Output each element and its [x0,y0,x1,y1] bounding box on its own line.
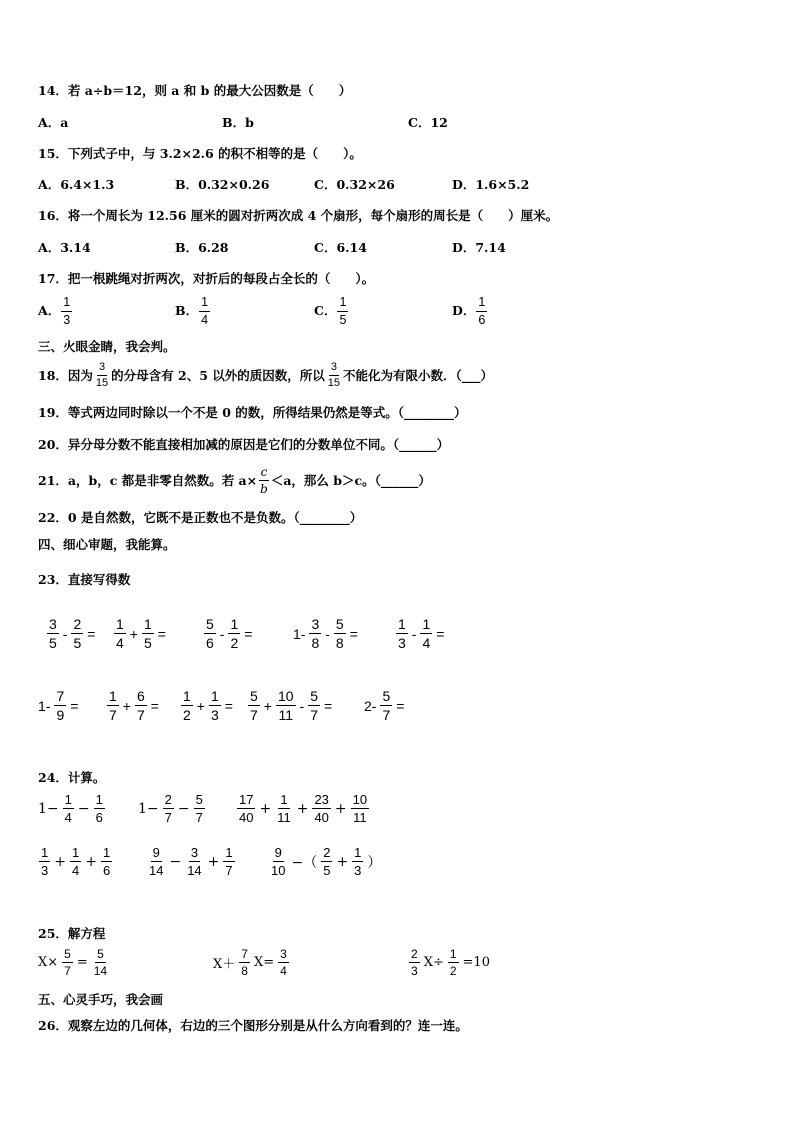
q24-expression [236,793,370,824]
fraction: $\frac{1}{7}$ [109,688,117,723]
q18-fraction: $\frac{3}{15}$ [95,361,109,389]
fraction: $\frac{2}{5}$ [73,616,82,651]
q23-expression [203,617,252,650]
q17-a-fraction: $\frac{1}{3}$ [63,295,71,327]
fraction: $\frac{9}{14}$ [149,845,164,878]
question-22: 22．0 是自然数，它既不是正数也不是负数。（________） [38,510,363,525]
operator: + [296,800,309,817]
q15-option-c: C．0.32×26 [314,177,395,192]
fraction: $\frac{10}{11}$ [352,792,368,825]
q23-expression [180,689,233,722]
fraction: $\frac{1}{2}$ [183,688,191,723]
section-3-heading: 三、火眼金睛，我会判。 [38,339,176,354]
q18-fraction-2: $\frac{3}{15}$ [327,361,341,389]
fraction: $\frac{10}{11}$ [277,688,294,723]
operator: - [299,697,305,714]
fraction: $\frac{7}{8}$ [241,947,248,978]
operator: + [207,853,220,870]
operator: - [219,625,225,642]
fraction: $\frac{1}{3}$ [398,616,406,651]
q14-option-b: B．b [222,115,254,130]
operator: X× [38,955,59,970]
operator: − [177,800,190,817]
operator: + [54,853,66,870]
q24-expression [268,846,381,877]
fraction: $\frac{1}{6}$ [102,845,111,878]
operator: + [129,625,138,642]
q17-d-fraction: $\frac{1}{6}$ [478,295,486,327]
operator: = [70,697,79,714]
fraction: $\frac{5}{14}$ [93,947,108,978]
fraction: $\frac{1}{3}$ [41,845,49,878]
operator: = [324,697,333,714]
fraction: $\frac{3}{8}$ [311,616,320,651]
q25-equation [38,948,110,977]
q17-option-b: B． $\frac{1}{4}$ [175,295,209,327]
q16-option-c: C．6.14 [314,240,367,255]
fraction: $\frac{3}{5}$ [49,616,57,651]
fraction: $\frac{1}{2}$ [449,947,457,978]
operator: 1- [293,625,306,642]
operator: + [196,697,205,714]
question-26: 26．观察左边的几何体，右边的三个图形分别是从什么方向看到的？连一连。 [38,1018,468,1033]
section-5-heading: 五、心灵手巧，我会画 [38,992,164,1007]
operator: = [349,625,358,642]
operator: + [334,800,347,817]
operator: + [336,853,349,870]
fraction: $\frac{5}{7}$ [195,792,203,825]
q24-expression [38,846,113,877]
operator: = [150,697,159,714]
operator: = [76,955,88,970]
operator: − [77,800,90,817]
fraction: $\frac{1}{7}$ [225,845,233,878]
operator: =10 [462,955,490,970]
fraction: $\frac{1}{5}$ [143,616,152,651]
operator: X= [253,955,275,970]
operator: 1− [38,800,59,817]
q17-b-fraction: $\frac{1}{4}$ [201,295,209,327]
operator: - [62,625,68,642]
q17-option-d: D． $\frac{1}{6}$ [452,295,486,327]
operator: = [157,625,166,642]
q23-expression [38,689,78,722]
q23-expression [395,617,444,650]
q23-expression [46,617,95,650]
fraction: $\frac{1}{2}$ [230,616,239,651]
q17-c-fraction: $\frac{1}{5}$ [339,295,347,327]
question-21: 21．a，b，c 都是非零自然数。若 a× $\frac{c}{b}$ ＜a，那么 b＞c。（______） [38,465,431,496]
q25-equation [408,948,490,977]
fraction: $\frac{7}{9}$ [56,688,65,723]
q24-expression [38,793,106,824]
fraction: $\frac{2}{5}$ [323,845,331,878]
operator: 2- [364,697,377,714]
q23-expression [247,689,332,722]
q25-equation [213,948,290,977]
fraction: $\frac{6}{7}$ [136,688,145,723]
question-23: 23．直接写得数 [38,572,131,587]
fraction: $\frac{3}{4}$ [280,947,287,978]
question-18: 18．因为 $\frac{3}{15}$ 的分母含有 2、5 以外的质因数，所以 $\frac{3}{15}$ 不能化为有限小数．（___） [38,361,494,389]
operator: = [436,625,445,642]
operator: - [411,625,417,642]
q23-expression [113,617,166,650]
q15-option-b: B．0.32×0.26 [175,177,270,192]
q15-option-a: A．6.4×1.3 [38,177,115,192]
operator: = [244,625,253,642]
q21-fraction: $\frac{c}{b}$ [260,465,268,496]
q14-option-a: A．a [38,115,69,130]
q16-option-d: D．7.14 [452,240,506,255]
operator: − [169,853,182,870]
q17-option-c: C． $\frac{1}{5}$ [314,295,347,327]
operator: X÷ [423,955,444,970]
operator: + [263,697,272,714]
q24-expression [138,793,206,824]
operator: ） [367,854,382,871]
operator: = [396,697,405,714]
question-16: 16．将一个周长为 12.56 厘米的圆对折两次成 4 个扇形，每个扇形的周长是（ ）厘米。 [38,208,559,223]
question-17: 17．把一根跳绳对折两次，对折后的每段占全长的（ ）。 [38,271,375,286]
fraction: $\frac{1}{4}$ [71,845,80,878]
operator: = [224,697,233,714]
question-14: 14．若 a÷b＝12，则 a 和 b 的最大公因数是（ ） [38,83,352,98]
operator: 1- [38,697,51,714]
q15-option-d: D．1.6×5.2 [452,177,530,192]
q16-option-a: A．3.14 [38,240,91,255]
fraction: $\frac{2}{7}$ [164,792,172,825]
fraction: $\frac{3}{14}$ [187,845,202,878]
operator: + [85,853,97,870]
fraction: $\frac{1}{4}$ [64,792,72,825]
fraction: $\frac{1}{3}$ [354,845,362,878]
q16-option-b: B．6.28 [175,240,229,255]
operator: −（ [291,854,318,871]
question-20: 20．异分母分数不能直接相加减的原因是它们的分数单位不同。（______） [38,437,450,452]
q14-option-c: C．12 [408,115,448,130]
question-15: 15．下列式子中，与 3.2×2.6 的积不相等的是（ ）。 [38,146,362,161]
fraction: $\frac{1}{4}$ [422,616,431,651]
operator: - [325,625,330,642]
fraction: $\frac{5}{7}$ [64,947,71,978]
question-25: 25．解方程 [38,926,106,941]
question-24: 24．计算。 [38,770,106,785]
q17-option-a: A． $\frac{1}{3}$ [38,295,71,327]
fraction: $\frac{1}{11}$ [277,792,291,825]
fraction: $\frac{5}{7}$ [250,688,258,723]
fraction: $\frac{1}{3}$ [210,688,219,723]
fraction: $\frac{1}{6}$ [95,792,103,825]
fraction: $\frac{17}{40}$ [239,792,254,825]
q23-expression [106,689,159,722]
operator: + [259,800,272,817]
operator: = [87,625,96,642]
fraction: $\frac{2}{3}$ [411,947,418,978]
fraction: $\frac{23}{40}$ [314,792,329,825]
fraction: $\frac{1}{4}$ [116,616,124,651]
fraction: $\frac{5}{7}$ [310,688,319,723]
q24-expression [146,846,236,877]
q23-expression [364,689,404,722]
fraction: $\frac{5}{6}$ [206,616,214,651]
fraction: $\frac{5}{7}$ [382,688,391,723]
operator: X＋ [213,957,236,972]
fraction: $\frac{9}{10}$ [271,845,286,878]
operator: 1− [138,800,159,817]
section-4-heading: 四、细心审题，我能算。 [38,537,176,552]
operator: + [122,697,131,714]
question-19: 19．等式两边同时除以一个不是 0 的数，所得结果仍然是等式。（________） [38,405,467,420]
fraction: $\frac{5}{8}$ [335,616,344,651]
q23-expression [293,617,358,650]
